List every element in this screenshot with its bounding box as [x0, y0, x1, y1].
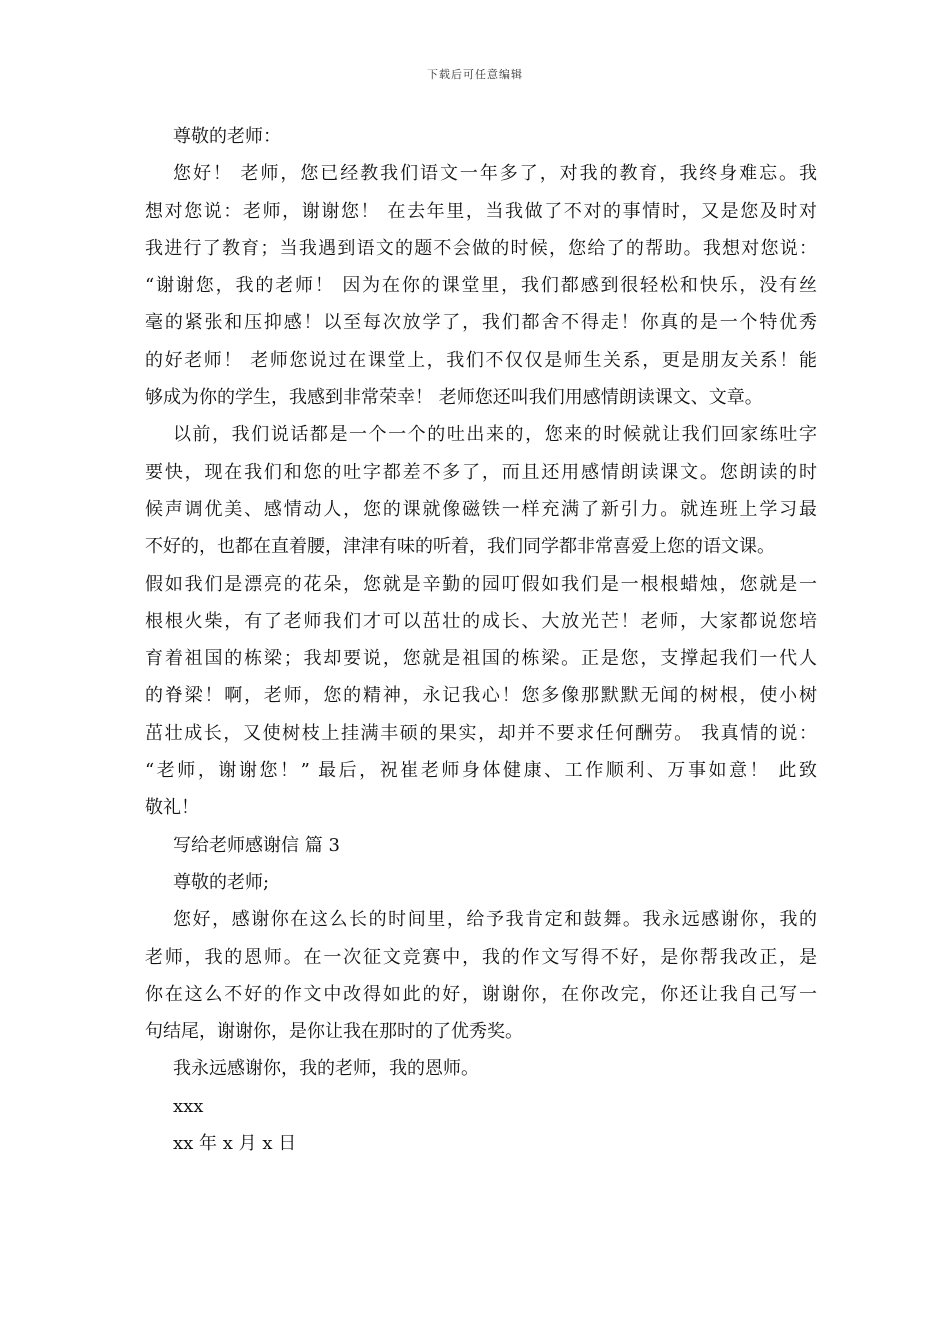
text-line: 茁壮成长，又使树枝上挂满丰硕的果实，却并不要求任何酬劳。 我真情的说：	[145, 722, 817, 744]
letter2-date: xx 年 x 月 x 日	[173, 1133, 297, 1155]
text-line: 根根火柴，有了老师我们才可以茁壮的成长、大放光芒！老师，大家都说您培	[145, 610, 817, 632]
text-line: 候声调优美、感情动人，您的课就像磁铁一样充满了新引力。就连班上学习最	[145, 498, 817, 520]
text-line: 假如我们是漂亮的花朵，您就是辛勤的园叮假如我们是一根根蜡烛，您就是一	[145, 573, 817, 595]
text-line: 够成为你的学生，我感到非常荣幸！ 老师您还叫我们用感情朗读课文、文章。	[145, 387, 763, 409]
letter1-salutation: 尊敬的老师：	[173, 126, 281, 147]
text-line: 老师，我的恩师。在一次征文竞赛中，我的作文写得不好，是你帮我改正，是	[145, 946, 817, 968]
text-line: 的好老师！ 老师您说过在课堂上，我们不仅仅是师生关系，更是朋友关系！能	[145, 349, 817, 371]
text-line: 敬礼！	[145, 797, 199, 819]
letter2-signature: xxx	[173, 1095, 204, 1117]
letter2-title: 写给老师感谢信 篇 3	[173, 834, 340, 856]
text-line: 要快，现在我们和您的吐字都差不多了，而且还用感情朗读课文。您朗读的时	[145, 461, 817, 483]
text-line: 句结尾，谢谢你，是你让我在那时的了优秀奖。	[145, 1021, 523, 1043]
letter2-salutation: 尊敬的老师;	[173, 871, 270, 893]
letter2-paragraph-1	[145, 901, 817, 1050]
text-line: 不好的，也都在直着腰，津津有味的听着，我们同学都非常喜爱上您的语文课。	[145, 536, 775, 558]
text-line: 你在这么不好的作文中改得如此的好，谢谢你，在你改完，你还让我自己写一	[145, 983, 817, 1005]
text-line: 育着祖国的栋梁；我却要说，您就是祖国的栋梁。正是您，支撑起我们一代人	[145, 648, 817, 670]
document-body	[145, 118, 817, 1162]
page-header-note: 下载后可任意编辑	[427, 68, 523, 81]
letter2-closing: 我永远感谢你，我的老师，我的恩师。	[173, 1058, 479, 1080]
text-line: “老师，谢谢您！” 最后，祝崔老师身体健康、工作顺利、万事如意！ 此致	[145, 760, 817, 782]
text-line: 您好！ 老师，您已经教我们语文一年多了，对我的教育，我终身难忘。我	[173, 163, 817, 185]
text-line: “谢谢您，我的老师！ 因为在你的课堂里，我们都感到很轻松和快乐，没有丝	[145, 275, 817, 297]
letter1-paragraph-1	[145, 155, 817, 416]
text-line: 以前，我们说话都是一个一个的吐出来的，您来的时候就让我们回家练吐字	[173, 424, 817, 446]
text-line: 想对您说：老师，谢谢您！ 在去年里，当我做了不对的事情时，又是您及时对	[145, 200, 817, 222]
letter1-paragraph-2	[145, 416, 817, 826]
text-line: 我进行了教育；当我遇到语文的题不会做的时候，您给了的帮助。我想对您说：	[145, 237, 817, 259]
text-line: 毫的紧张和压抑感！以至每次放学了，我们都舍不得走！你真的是一个特优秀	[145, 312, 817, 334]
text-line: 您好，感谢你在这么长的时间里，给予我肯定和鼓舞。我永远感谢你，我的	[173, 909, 817, 931]
text-line: 的脊梁！啊，老师，您的精神，永记我心！您多像那默默无闻的树根，使小树	[145, 685, 817, 707]
